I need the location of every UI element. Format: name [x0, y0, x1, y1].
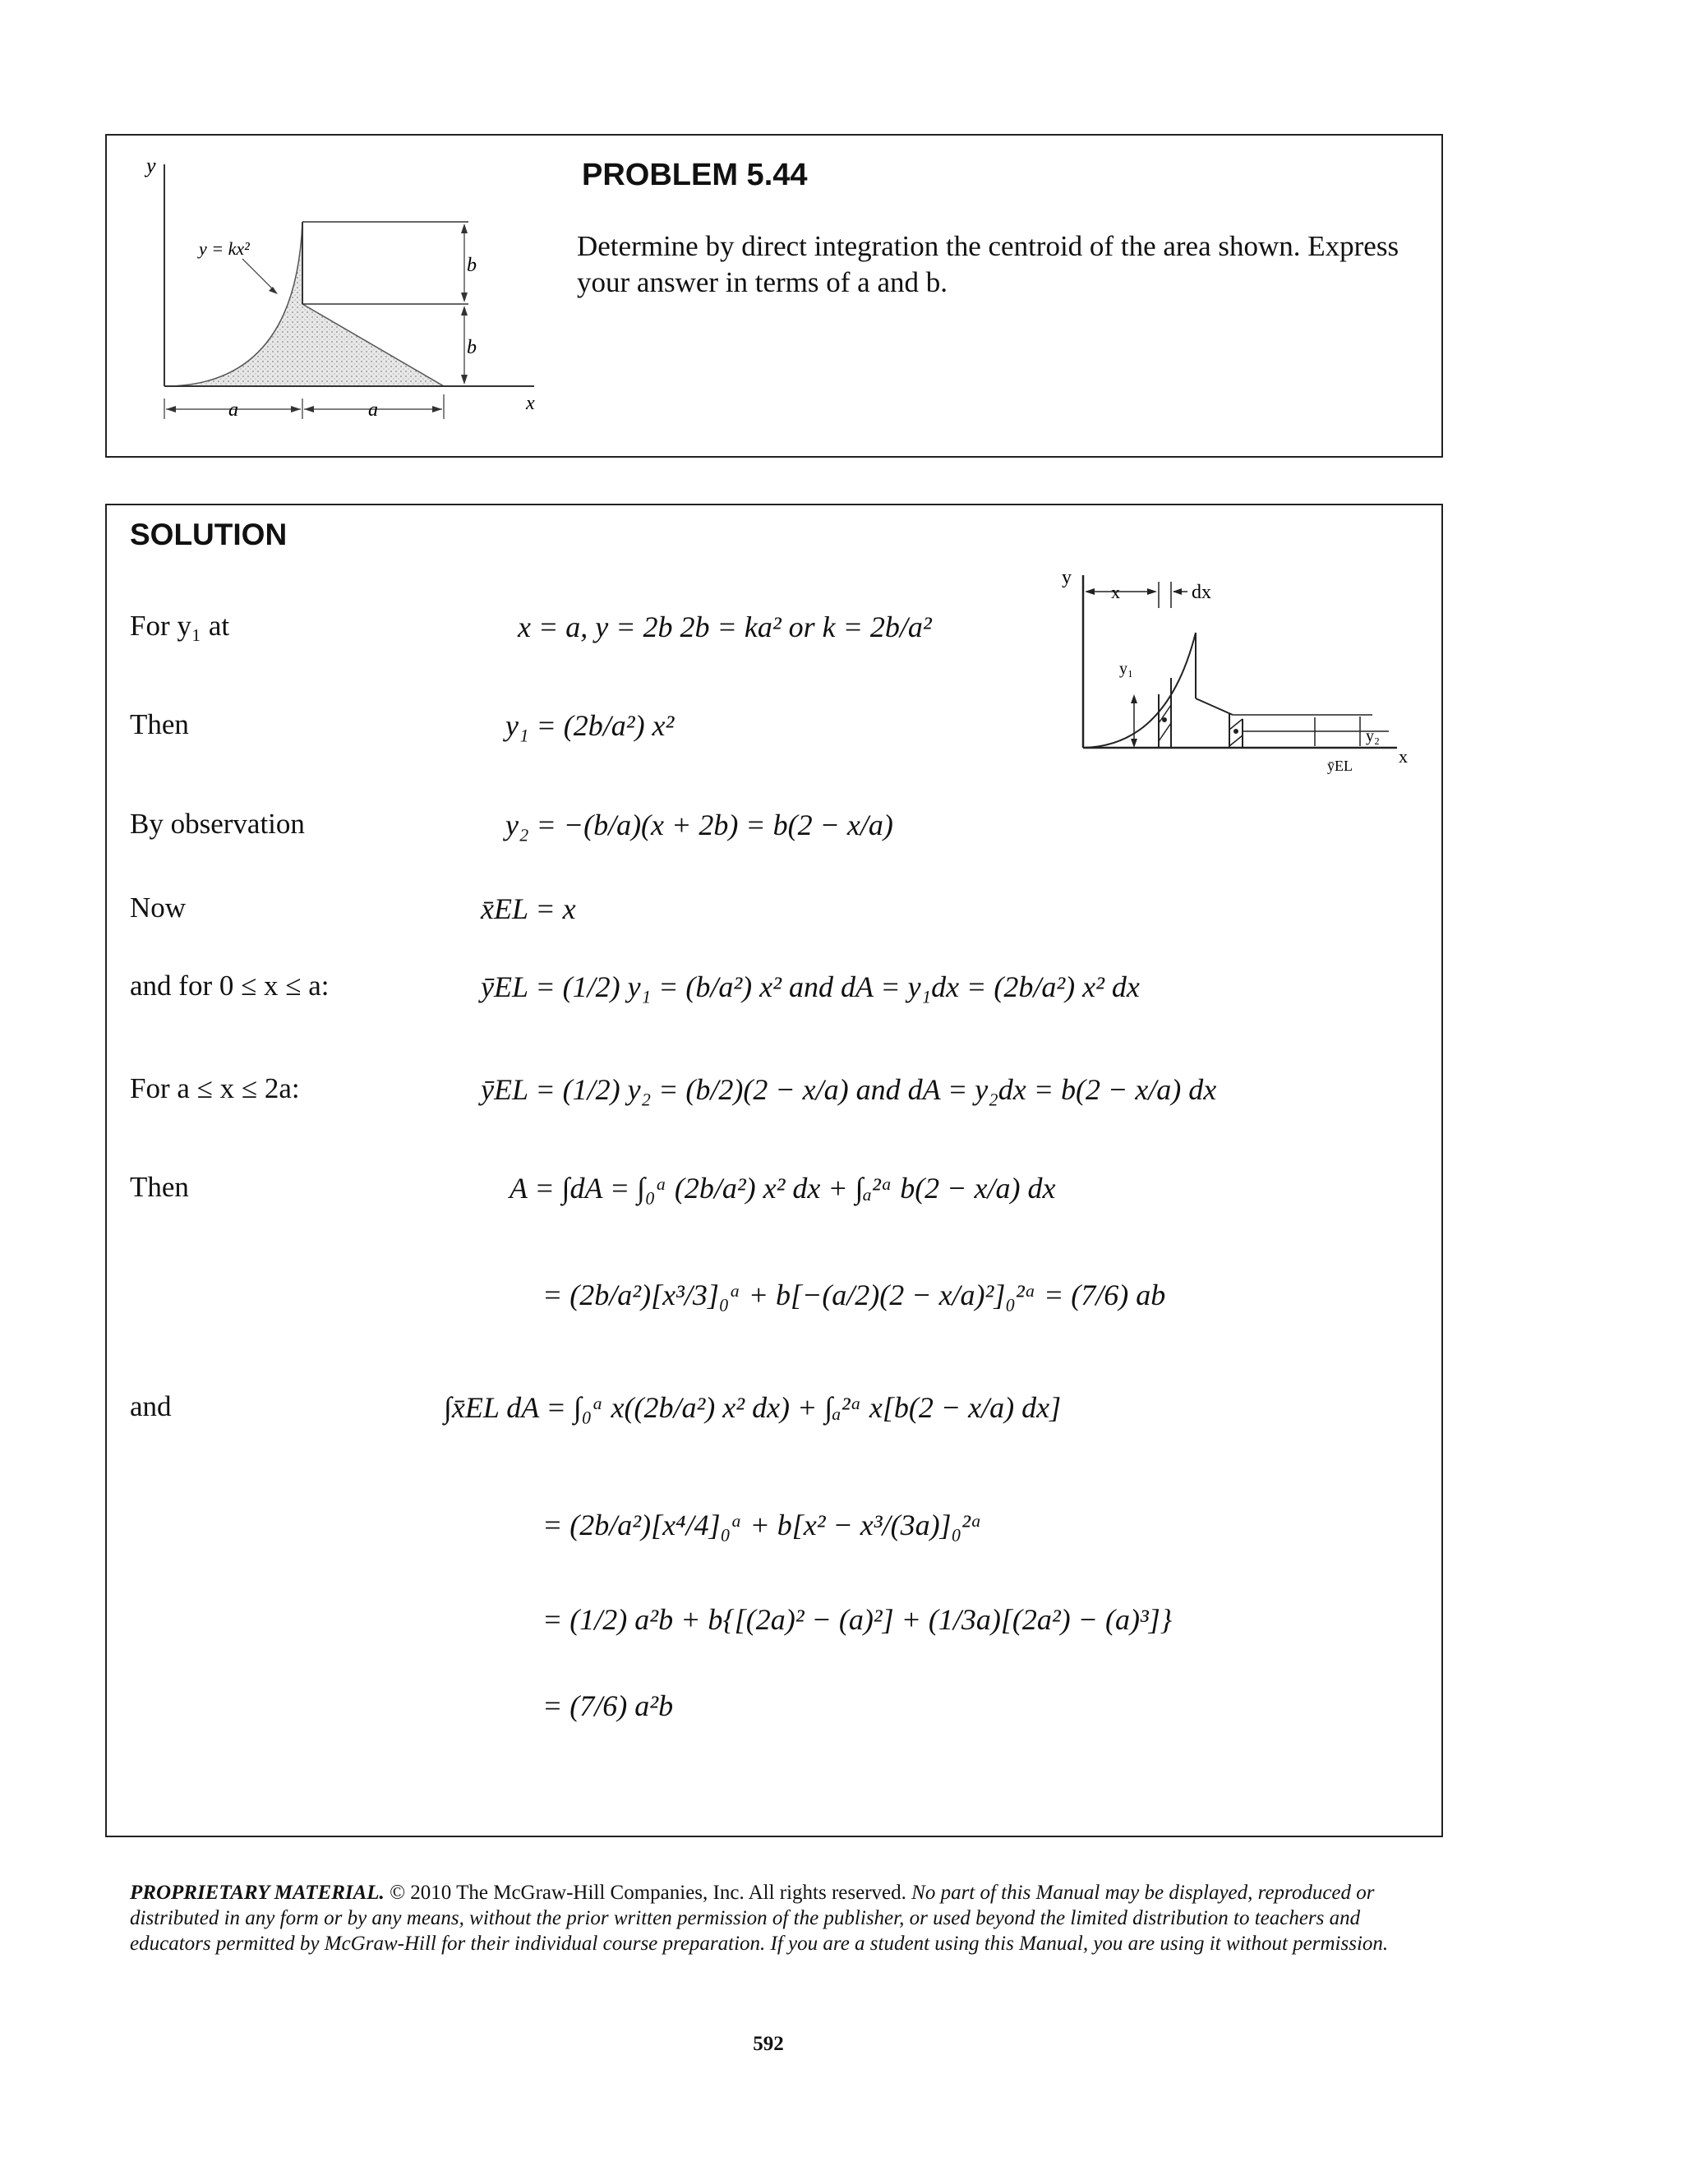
footer-bold-label: PROPRIETARY MATERIAL.	[130, 1882, 385, 1904]
step-label-6: For a ≤ x ≤ 2a:	[130, 1072, 300, 1104]
equation-4: x̄EL = x	[481, 892, 576, 925]
equation-11: = (1/2) a²b + b{[(2a)² − (a)²] + (1/3a)[(2a²) − (a)³]}	[542, 1603, 1173, 1636]
problem-statement: Determine by direct integration the centroid of the area shown. Express your answer in terms of a and b.	[577, 230, 1399, 298]
equation-12: = (7/6) a²b	[542, 1689, 674, 1722]
step-label-5: and for 0 ≤ x ≤ a:	[130, 970, 330, 1002]
fig-b-top: b	[467, 255, 477, 276]
footer-notice-text: No part of this Manual may be displayed, reproduced or distributed in any form or by any means, without the prior written permission of the publisher, or used beyond the limited distribution to teachers and educators permitted by McGraw-Hill for their individual course preparation. If you are a student using this Manual, you are using it without permission.	[130, 1882, 1389, 1955]
equation-1: x = a, y = 2b 2b = ka² or k = 2b/a²	[518, 611, 932, 643]
sketch-x-axis: x	[1399, 746, 1408, 767]
page-number: 592	[753, 2033, 784, 2055]
sketch-y2: y₂	[1366, 727, 1380, 745]
footer-notice	[130, 1880, 1412, 1956]
step-label-3: By observation	[130, 808, 305, 840]
sketch-yel: ȳEL	[1327, 758, 1353, 774]
fig-a-right: a	[368, 399, 378, 421]
sketch-dx: dx	[1192, 582, 1211, 603]
step-label-1: For y₁ at	[130, 610, 230, 642]
fig-y-label: y	[146, 154, 156, 177]
sketch-x-top: x	[1111, 582, 1120, 602]
solution-title: SOLUTION	[130, 518, 288, 551]
equation-9: ∫x̄EL dA = ∫₀ᵃ x((2b/a²) x² dx) + ∫ₐ²ᵃ x[b(2 − x/a) dx]	[444, 1391, 1062, 1424]
equation-6: ȳEL = (1/2) y₂ = (b/2)(2 − x/a) and dA = y₂dx = b(2 − x/a) dx	[481, 1073, 1217, 1106]
equation-3: y₂ = −(b/a)(x + 2b) = b(2 − x/a)	[505, 809, 893, 841]
step-label-2: Then	[130, 708, 189, 740]
equation-10: = (2b/a²)[x⁴/4]₀ᵃ + b[x² − x³/(3a)]₀²ᵃ	[542, 1509, 983, 1541]
equation-7: A = ∫dA = ∫₀ᵃ (2b/a²) x² dx + ∫ₐ²ᵃ b(2 − x/a) dx	[510, 1172, 1056, 1205]
footer-copyright: © 2010 The McGraw-Hill Companies, Inc. All rights reserved.	[390, 1882, 906, 1904]
step-label-9: and	[130, 1390, 172, 1422]
fig-curve-label: y = kx²	[199, 238, 250, 259]
fig-b-bottom: b	[467, 337, 477, 358]
equation-2: y₁ = (2b/a²) x²	[505, 709, 675, 742]
solution-sketch	[1044, 559, 1422, 781]
step-label-7: Then	[130, 1171, 189, 1203]
fig-x-label: x	[526, 393, 535, 414]
equation-5: ȳEL = (1/2) y₁ = (b/a²) x² and dA = y₁dx = (2b/a²) x² dx	[481, 970, 1140, 1003]
equation-8: = (2b/a²)[x³/3]₀ᵃ + b[−(a/2)(2 − x/a)²]₀²ᵃ = (7/6) ab	[542, 1279, 1166, 1311]
step-label-4: Now	[130, 892, 187, 924]
problem-figure	[123, 148, 559, 444]
problem-title: PROBLEM 5.44	[582, 158, 808, 192]
fig-a-left: a	[228, 399, 238, 421]
sketch-y1: y₁	[1119, 660, 1133, 678]
sketch-y: y	[1062, 567, 1072, 588]
